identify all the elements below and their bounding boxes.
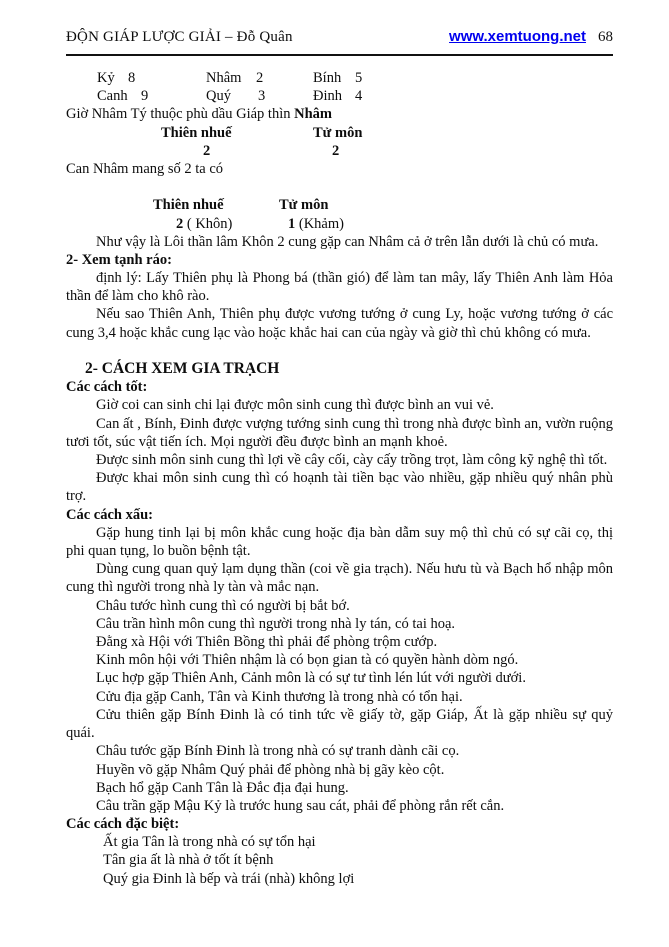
stems-row-2 — [66, 87, 613, 105]
special-cases-heading: Các cách đặc biệt: — [66, 816, 180, 833]
diagram1-values — [66, 142, 613, 160]
stems-row-1 — [66, 69, 613, 87]
bad-item: Câu trần gặp Mậu Kỷ là trước hung sau cát, phải để phòng rắn rết cắn. — [96, 797, 505, 814]
diagram2-col1-title: Thiên nhuế — [153, 197, 224, 214]
special-item: Tân gia ất là nhà ở tốt ít bệnh — [103, 852, 274, 869]
special-item: Ất gia Tân là trong nhà có sự tổn hại — [103, 834, 316, 851]
page-header — [66, 28, 613, 56]
diagram2-col2-value: 1 — [288, 215, 296, 232]
diagram1-col2-value: 2 — [332, 142, 340, 159]
bad-item: Gặp hung tinh lại bị môn khắc cung hoặc địa bàn dẫm suy mộ thì chủ có sự cãi cọ, thị phi quan tụng, lo buồn bệnh tật. — [66, 524, 613, 560]
section-heading-rain: 2- Xem tạnh ráo: — [66, 251, 172, 268]
diagram1-col2-title: Tử môn — [313, 124, 363, 141]
conclusion-paragraph: Như vậy là Lôi thần lâm Khôn 2 cung gặp can Nhâm cả ở trên lẫn dưới là chủ có mưa. — [96, 233, 599, 250]
diagram2-headers — [66, 196, 613, 214]
good-cases-heading: Các cách tốt: — [66, 379, 148, 396]
good-item: Can ất , Bính, Đinh được vượng tướng sinh cung thì trong nhà được bình an, vườn ruộng tươi tốt, súc vật tiến ích. Mọi người đều được bình an mạnh khoẻ. — [66, 415, 613, 450]
bad-item: Kinh môn hội với Thiên nhậm là có bọn gian tà có quyền hành dòm ngó. — [96, 652, 519, 669]
diagram2-col2-title: Tử môn — [279, 197, 329, 214]
hour-line — [66, 105, 613, 123]
bad-item: Cửu địa gặp Canh, Tân và Kinh thương là trong nhà có tổn hại. — [96, 688, 463, 705]
hour-line-text: Giờ Nhâm Tý thuộc phù dầu Giáp thìn — [66, 106, 295, 123]
page-content — [66, 69, 613, 888]
diagram2-col1-value-group — [176, 215, 232, 233]
diagram1-col1-title: Thiên nhuế — [161, 124, 232, 141]
good-item: Được khai môn sinh cung thì có hoạnh tài tiền bạc vào nhiều, gặp nhiều quý nhân phù trợ. — [66, 470, 613, 505]
blank-line — [66, 342, 613, 360]
stem-value: 8 — [128, 70, 136, 86]
diagram2-values — [66, 215, 613, 233]
stem-name: Kỷ — [97, 70, 115, 86]
bad-item: Đằng xà Hội với Thiên Bồng thì phải để phòng trộm cướp. — [96, 634, 438, 651]
good-item: Được sinh môn sinh cung thì lợi về cây cối, cày cấy trồng trọt, làm công kỹ nghệ thì tốt. — [96, 452, 608, 469]
bad-item: Huyền võ gặp Nhâm Quý phải để phòng nhà bị gãy kèo cột. — [96, 761, 445, 778]
diagram2-col1-note: ( Khôn) — [183, 215, 233, 232]
stem-name: Canh — [97, 88, 128, 105]
bad-item: Bạch hổ gặp Canh Tân là Đắc địa đại hung. — [96, 779, 349, 796]
bad-item: Châu tước hình cung thì có người bị bắt bớ. — [96, 597, 350, 614]
bad-item: Lục hợp gặp Thiên Anh, Cảnh môn là có sự tư tình lén lút với người dưới. — [96, 670, 526, 687]
diagram2-col2-value-group — [288, 215, 344, 233]
can-line: Can Nhâm mang số 2 ta có — [66, 160, 224, 177]
diagram1-headers — [66, 124, 613, 142]
special-item: Quý gia Đinh là bếp và trái (nhà) không lợi — [103, 870, 355, 887]
stem-name: Quý — [206, 88, 231, 105]
bad-item: Câu trần hình môn cung thì người trong nhà ly tán, có tai hoạ. — [96, 615, 456, 632]
document-title: ĐỘN GIÁP LƯỢC GIẢI – Đỗ Quân — [66, 29, 293, 45]
stem-value: 3 — [258, 88, 266, 105]
bad-item: Châu tước gặp Bính Đinh là trong nhà có sự tranh dành cãi cọ. — [96, 743, 460, 760]
bad-item: Dùng cung quan quỷ lạm dụng thần (coi về gia trạch). Nếu hưu tù và Bạch hổ nhập môn cung thì người trong nhà ly tàn và mắc nạn. — [66, 561, 613, 596]
rain-paragraph-1: định lý: Lấy Thiên phụ là Phong bá (thần gió) để làm tan mây, lấy Thiên Anh làm Hỏa thần để làm cho khô rào. — [66, 270, 613, 305]
stem-name: Bính — [313, 70, 342, 86]
stem-value: 4 — [355, 88, 363, 105]
stem-name: Nhâm — [206, 70, 242, 86]
page-number: 68 — [598, 29, 613, 45]
diagram2-col2-note: (Khảm) — [295, 215, 344, 232]
diagram1-col1-value: 2 — [203, 142, 211, 159]
stem-value: 5 — [355, 70, 363, 86]
stem-value: 2 — [256, 70, 264, 86]
stem-name: Đinh — [313, 88, 342, 105]
rain-paragraph-2: Nếu sao Thiên Anh, Thiên phụ được vương tướng ở cung Ly, hoặc vương tướng ở các cung 3,4 hoặc khắc cung lạc vào hoặc khắc hai can của ngày và giờ thì chủ không có mưa. — [66, 306, 613, 341]
diagram2-col1-value: 2 — [176, 215, 184, 232]
hour-line-bold: Nhâm — [294, 106, 332, 123]
section-heading-gia-trach: 2- CÁCH XEM GIA TRẠCH — [85, 360, 280, 378]
bad-item: Cửu thiên gặp Bính Đinh là có tinh tức về giấy tờ, gặp Giáp, Ất là gặp nhiều sự quỷ quái. — [66, 706, 613, 742]
blank-line — [66, 178, 613, 196]
bad-cases-heading: Các cách xấu: — [66, 506, 153, 523]
stem-value: 9 — [141, 88, 149, 105]
header-right — [449, 28, 613, 46]
good-item: Giờ coi can sinh chi lại được môn sinh cung thì được bình an vui vẻ. — [96, 397, 494, 414]
website-link[interactable]: www.xemtuong.net — [449, 28, 586, 45]
